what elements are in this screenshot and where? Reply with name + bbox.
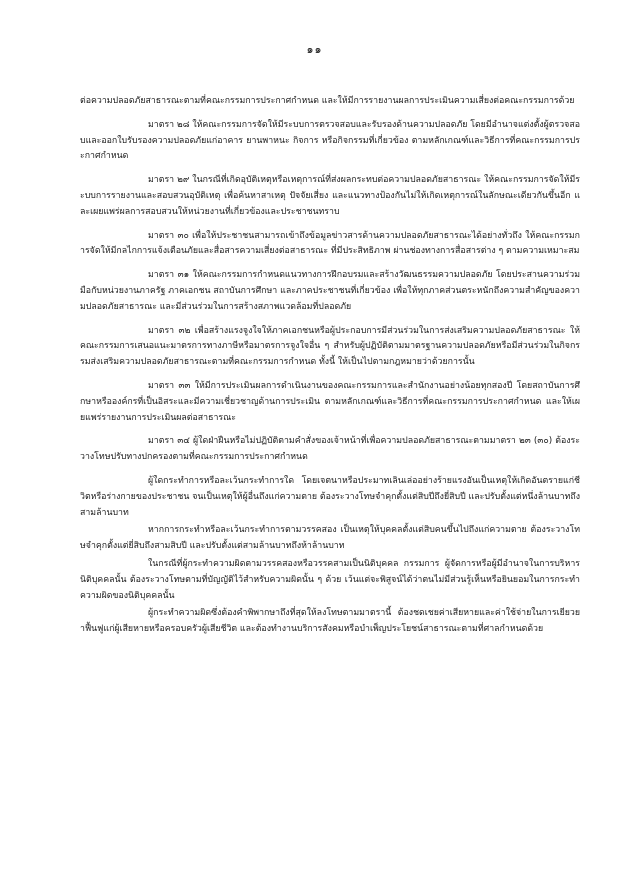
document-body	[80, 94, 580, 640]
paragraph: มาตรา ๓๓ ให้มีการประเมินผลการดำเนินงานของคณะกรรมการและสำนักงานอย่างน้อยทุกสองปี โดยสถาบันการศึกษาหรือองค์กรที่เป็นอิสระและมีความเชี่ยวชาญด้านการประเมิน ตามหลักเกณฑ์และวิธีการที่คณะกรรมการประกาศกำหนด และให้เผยแพร่รายงานการประเมินผลต่อสาธารณะ	[80, 380, 580, 423]
paragraph: ต่อความปลอดภัยสาธารณะตามที่คณะกรรมการประกาศกำหนด และให้มีการรายงานผลการประเมินความเสี่ยงต่อคณะกรรมการด้วย	[80, 96, 575, 106]
page-number: ๑๑	[306, 43, 323, 56]
paragraph: มาตรา ๓๐ เพื่อให้ประชาชนสามารถเข้าถึงข้อมูลข่าวสารด้านความปลอดภัยสาธารณะได้อย่างทั่วถึง ให้คณะกรรมการจัดให้มีกลไกการแจ้งเตือนภัยและสื่อสารความเสี่ยงต่อสาธารณะ ที่มีประสิทธิภาพ ผ่านช่องทางการสื่อสารต่าง ๆ ตามความเหมาะสม	[80, 230, 580, 257]
paragraph: ผู้กระทำความผิดซึ่งต้องคำพิพากษาถึงที่สุดให้ลงโทษตามมาตรานี้ ต้องชดเชยค่าเสียหายและค่าใช้จ่ายในการเยียวยาฟื้นฟูแก่ผู้เสียหายหรือครอบครัวผู้เสียชีวิต และต้องทำงานบริการสังคมหรือบำเพ็ญประโยชน์สาธารณะตามที่ศาลกำหนดด้วย	[80, 608, 580, 635]
paragraph: มาตรา ๒๙ ในกรณีที่เกิดอุบัติเหตุหรือเหตุการณ์ที่ส่งผลกระทบต่อความปลอดภัยสาธารณะ ให้คณะกรรมการจัดให้มีระบบการรายงานและสอบสวนอุบัติเหตุ เพื่อค้นหาสาเหตุ ปัจจัยเสี่ยง และแนวทางป้องกันไม่ให้เกิดเหตุการณ์ในลักษณะเดียวกันขึ้นอีก และเผยแพร่ผลการสอบสวนให้หน่วยงานที่เกี่ยวข้องและประชาชนทราบ	[80, 175, 580, 217]
paragraph: หากการกระทำหรือละเว้นกระทำการตามวรรคสอง เป็นเหตุให้บุคคลตั้งแต่สิบคนขึ้นไปถึงแก่ความตาย ต้องระวางโทษจำคุกตั้งแต่ยี่สิบถึงสามสิบปี และปรับตั้งแต่สามล้านบาทถึงห้าล้านบาท	[80, 525, 580, 552]
paragraph: ในกรณีที่ผู้กระทำความผิดตามวรรคสองหรือวรรคสามเป็นนิติบุคคล กรรมการ ผู้จัดการหรือผู้มีอำนาจในการบริหารนิติบุคคลนั้น ต้องระวางโทษตามที่บัญญัติไว้สำหรับความผิดนั้น ๆ ด้วย เว้นแต่จะพิสูจน์ได้ว่าตนไม่มีส่วนรู้เห็นหรือยินยอมในการกระทำความผิดของนิติบุคคลนั้น	[80, 558, 580, 601]
paragraph: มาตรา ๒๘ ให้คณะกรรมการจัดให้มีระบบการตรวจสอบและรับรองด้านความปลอดภัย โดยมีอำนาจแต่งตั้งผู้ตรวจสอบและออกใบรับรองความปลอดภัยแก่อาคาร ยานพาหนะ กิจการ หรือกิจกรรมที่เกี่ยวข้อง ตามหลักเกณฑ์และวิธีการที่คณะกรรมการประกาศกำหนด	[80, 119, 580, 162]
paragraph: ผู้ใดกระทำการหรือละเว้นกระทำการใด โดยเจตนาหรือประมาทเลินเล่ออย่างร้ายแรงอันเป็นเหตุให้เกิดอันตรายแก่ชีวิตหรือร่างกายของประชาชน จนเป็นเหตุให้ผู้อื่นถึงแก่ความตาย ต้องระวางโทษจำคุกตั้งแต่สิบปีถึงยี่สิบปี และปรับตั้งแต่หนึ่งล้านบาทถึงสามล้านบาท	[80, 475, 580, 518]
paragraph: มาตรา ๓๒ เพื่อสร้างแรงจูงใจให้ภาคเอกชนหรือผู้ประกอบการมีส่วนร่วมในการส่งเสริมความปลอดภัยสาธารณะ ให้คณะกรรมการเสนอแนะมาตรการทางภาษีหรือมาตรการจูงใจอื่น ๆ สำหรับผู้ปฏิบัติตามมาตรฐานความปลอดภัยหรือมีส่วนร่วมในกิจกรรมส่งเสริมความปลอดภัยสาธารณะตามที่คณะกรรมการกำหนด ทั้งนี้ ให้เป็นไปตามกฎหมายว่าด้วยการนั้น	[80, 325, 580, 368]
paragraph: มาตรา ๓๔ ผู้ใดฝ่าฝืนหรือไม่ปฏิบัติตามคำสั่งของเจ้าหน้าที่เพื่อความปลอดภัยสาธารณะตามมาตรา ๒๓ (๓๐) ต้องระวางโทษปรับทางปกครองตามที่คณะกรรมการประกาศกำหนด	[80, 436, 580, 463]
paragraph: มาตรา ๓๑ ให้คณะกรรมการกำหนดแนวทางการฝึกอบรมและสร้างวัฒนธรรมความปลอดภัย โดยประสานความร่วมมือกับหน่วยงานภาครัฐ ภาคเอกชน สถาบันการศึกษา และภาคประชาชนที่เกี่ยวข้อง เพื่อให้ทุกภาคส่วนตระหนักถึงความสำคัญของความปลอดภัยสาธารณะ และมีส่วนร่วมในการสร้างสภาพแวดล้อมที่ปลอดภัย	[80, 270, 580, 312]
